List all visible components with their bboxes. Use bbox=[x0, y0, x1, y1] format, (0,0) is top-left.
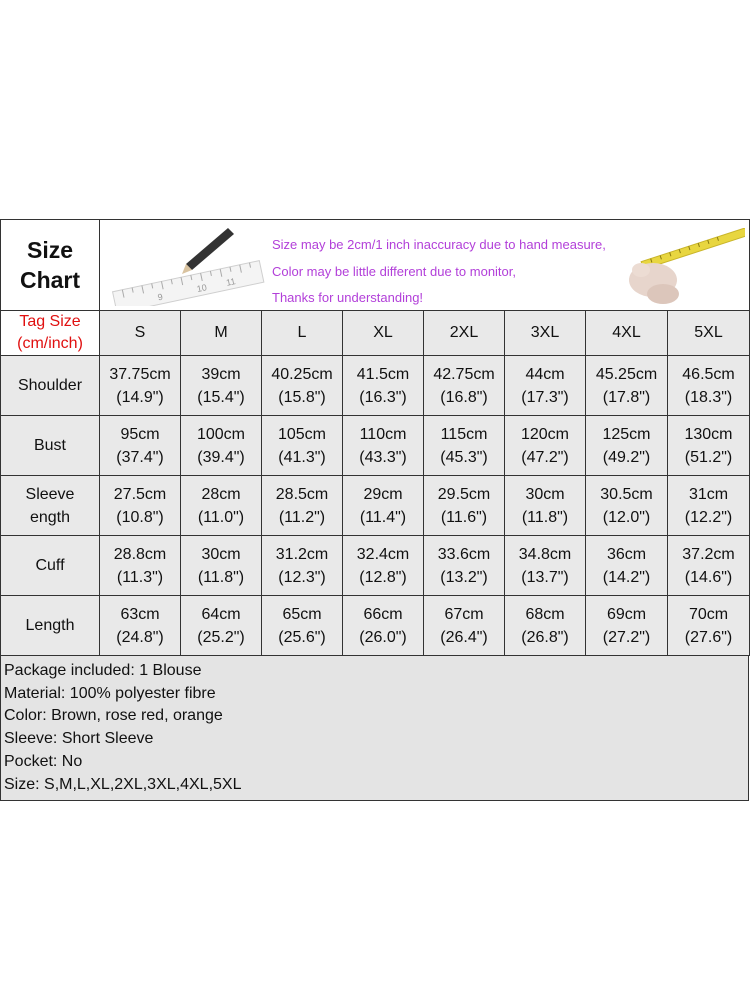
cm-value: 44cm bbox=[525, 365, 565, 383]
info-line: Pocket: No bbox=[4, 752, 83, 770]
cm-value: 30.5cm bbox=[600, 485, 653, 503]
cm-value: 100cm bbox=[196, 425, 246, 443]
measurement-cell bbox=[100, 356, 181, 416]
note-line: Color may be little different due to monitor, bbox=[272, 263, 516, 279]
inch-value: (11.2") bbox=[278, 508, 326, 526]
size-header: XL bbox=[343, 311, 424, 356]
inch-value: (26.0") bbox=[359, 628, 407, 646]
measurement-cell bbox=[668, 356, 750, 416]
cm-value: 69cm bbox=[606, 605, 647, 623]
product-info bbox=[0, 656, 749, 801]
measurement-cell bbox=[668, 596, 750, 656]
measurement-cell bbox=[505, 356, 586, 416]
cm-value: 105cm bbox=[277, 425, 327, 443]
row-label bbox=[1, 416, 100, 476]
inch-value: (15.8") bbox=[278, 388, 326, 406]
row-label bbox=[1, 596, 100, 656]
inch-value: (26.8") bbox=[521, 628, 569, 646]
row-label-line: Cuff bbox=[35, 557, 65, 574]
row-label bbox=[1, 476, 100, 536]
inch-value: (51.2") bbox=[684, 448, 733, 466]
tag-size-header bbox=[1, 311, 100, 356]
cm-value: 41.5cm bbox=[356, 365, 410, 383]
measurement-cell bbox=[343, 416, 424, 476]
measurement-cell bbox=[100, 596, 181, 656]
cm-value: 95cm bbox=[120, 425, 160, 443]
tag-size-line-1: Tag Size bbox=[19, 313, 81, 330]
cm-value: 39cm bbox=[201, 365, 241, 383]
size-header: 5XL bbox=[668, 311, 750, 356]
inch-value: (12.8") bbox=[359, 568, 407, 586]
inch-value: (14.9") bbox=[116, 388, 164, 406]
measurement-cell bbox=[668, 416, 750, 476]
inch-value: (11.4") bbox=[359, 508, 407, 526]
cm-value: 130cm bbox=[684, 425, 733, 443]
measurement-cell bbox=[181, 596, 262, 656]
info-line: Size: S,M,L,XL,2XL,3XL,4XL,5XL bbox=[4, 775, 242, 793]
measurement-cell bbox=[505, 476, 586, 536]
measurement-cell bbox=[100, 416, 181, 476]
measurement-cell bbox=[343, 536, 424, 596]
note-line: Size may be 2cm/1 inch inaccuracy due to hand measure, bbox=[272, 237, 606, 252]
inch-value: (11.8") bbox=[521, 508, 569, 526]
inch-value: (14.2") bbox=[602, 568, 651, 586]
measurement-cell bbox=[262, 476, 343, 536]
inch-value: (25.6") bbox=[278, 628, 326, 646]
measurement-cell bbox=[181, 416, 262, 476]
cm-value: 40.25cm bbox=[271, 365, 333, 383]
cm-value: 46.5cm bbox=[682, 365, 735, 383]
size-header: S bbox=[100, 311, 181, 356]
measurement-cell bbox=[424, 476, 505, 536]
cm-value: 33.6cm bbox=[437, 545, 491, 563]
measurement-cell bbox=[505, 596, 586, 656]
measurement-cell bbox=[424, 596, 505, 656]
cm-value: 29.5cm bbox=[437, 485, 491, 503]
chart-title bbox=[1, 220, 100, 311]
measurement-cell bbox=[262, 416, 343, 476]
cm-value: 110cm bbox=[359, 425, 407, 443]
inch-value: (10.8") bbox=[116, 508, 164, 526]
inch-value: (12.2") bbox=[684, 508, 733, 526]
ruler-number: 9 bbox=[156, 291, 164, 303]
cm-value: 120cm bbox=[520, 425, 570, 443]
measurement-cell bbox=[181, 356, 262, 416]
row-label-line: Bust bbox=[33, 437, 66, 454]
inch-value: (49.2") bbox=[602, 448, 651, 466]
cm-value: 32.4cm bbox=[356, 545, 410, 563]
sizes-row bbox=[1, 311, 750, 356]
measurement-cell bbox=[586, 356, 668, 416]
hand-tape-measure-icon bbox=[615, 228, 745, 306]
ruler-number: 10 bbox=[195, 282, 208, 295]
table-row bbox=[1, 356, 750, 416]
row-label-line: Shoulder bbox=[17, 377, 83, 394]
measurement-cell bbox=[262, 596, 343, 656]
ruler-number: 11 bbox=[225, 276, 237, 288]
inch-value: (41.3") bbox=[278, 448, 326, 466]
cm-value: 70cm bbox=[688, 605, 729, 623]
title-line-1: Size bbox=[26, 237, 74, 263]
size-header: 3XL bbox=[505, 311, 586, 356]
measurement-cell bbox=[262, 356, 343, 416]
inch-value: (26.4") bbox=[440, 628, 488, 646]
info-line: Material: 100% polyester fibre bbox=[4, 684, 216, 702]
cm-value: 42.75cm bbox=[433, 365, 495, 383]
tag-size-line-2: (cm/inch) bbox=[17, 335, 83, 352]
measurement-cell bbox=[668, 536, 750, 596]
cm-value: 31.2cm bbox=[275, 545, 329, 563]
inch-value: (16.3") bbox=[359, 388, 407, 406]
cm-value: 68cm bbox=[525, 605, 565, 623]
info-line: Package included: 1 Blouse bbox=[4, 662, 202, 679]
cm-value: 31cm bbox=[688, 485, 729, 503]
size-table bbox=[0, 219, 750, 656]
table-row bbox=[1, 416, 750, 476]
top-whitespace bbox=[0, 0, 750, 219]
measurement-cell bbox=[586, 536, 668, 596]
inch-value: (17.3") bbox=[521, 388, 569, 406]
row-label-line: Length bbox=[25, 617, 75, 634]
cm-value: 28.5cm bbox=[275, 485, 329, 503]
cm-value: 63cm bbox=[120, 605, 160, 623]
size-header: M bbox=[181, 311, 262, 356]
table-row bbox=[1, 596, 750, 656]
measurement-cell bbox=[424, 416, 505, 476]
inch-value: (13.2") bbox=[440, 568, 488, 586]
pencil-ruler-icon bbox=[108, 226, 268, 306]
measurement-cell bbox=[100, 536, 181, 596]
measurement-cell bbox=[424, 536, 505, 596]
info-line: Sleeve: Short Sleeve bbox=[4, 730, 154, 748]
cm-value: 67cm bbox=[444, 605, 484, 623]
cm-value: 115cm bbox=[440, 425, 488, 443]
size-header: 4XL bbox=[586, 311, 668, 356]
cm-value: 30cm bbox=[525, 485, 565, 503]
cm-value: 30cm bbox=[201, 545, 241, 563]
measurement-cell bbox=[181, 476, 262, 536]
inch-value: (39.4") bbox=[197, 448, 245, 466]
measurement-cell bbox=[586, 416, 668, 476]
info-line: Color: Brown, rose red, orange bbox=[4, 707, 223, 725]
measurement-cell bbox=[100, 476, 181, 536]
cm-value: 64cm bbox=[201, 605, 241, 623]
row-label bbox=[1, 356, 100, 416]
measurement-cell bbox=[424, 356, 505, 416]
table-row bbox=[1, 536, 750, 596]
measurement-cell bbox=[668, 476, 750, 536]
cm-value: 34.8cm bbox=[518, 545, 572, 563]
inch-value: (47.2") bbox=[521, 448, 569, 466]
inch-value: (11.0") bbox=[197, 508, 245, 526]
inch-value: (11.8") bbox=[197, 568, 245, 586]
row-label-line: Sleeve bbox=[25, 485, 75, 503]
measurement-cell bbox=[181, 536, 262, 596]
inch-value: (18.3") bbox=[684, 388, 733, 406]
inch-value: (12.0") bbox=[602, 508, 651, 526]
cm-value: 36cm bbox=[606, 545, 647, 563]
cm-value: 28.8cm bbox=[113, 545, 167, 563]
measurement-cell bbox=[505, 536, 586, 596]
inch-value: (17.8") bbox=[602, 388, 651, 406]
measurement-cell bbox=[262, 536, 343, 596]
cm-value: 27.5cm bbox=[113, 485, 167, 503]
header-row bbox=[1, 220, 750, 311]
size-header: L bbox=[262, 311, 343, 356]
cm-value: 28cm bbox=[201, 485, 241, 503]
notice-banner bbox=[100, 220, 750, 311]
inch-value: (27.2") bbox=[602, 628, 651, 646]
cm-value: 29cm bbox=[363, 485, 403, 503]
cm-value: 37.2cm bbox=[682, 545, 735, 563]
measurement-cell bbox=[343, 596, 424, 656]
cm-value: 45.25cm bbox=[595, 365, 658, 383]
inch-value: (16.8") bbox=[440, 388, 488, 406]
measurement-cell bbox=[343, 356, 424, 416]
inch-value: (15.4") bbox=[197, 388, 245, 406]
table-row bbox=[1, 476, 750, 536]
inch-value: (27.6") bbox=[684, 628, 733, 646]
measurement-rows bbox=[1, 356, 750, 656]
measurement-cell bbox=[343, 476, 424, 536]
cm-value: 65cm bbox=[282, 605, 322, 623]
inch-value: (45.3") bbox=[440, 448, 488, 466]
note-line: Thanks for understanding! bbox=[272, 290, 424, 305]
inch-value: (12.3") bbox=[278, 568, 326, 586]
measurement-cell bbox=[586, 476, 668, 536]
size-header: 2XL bbox=[424, 311, 505, 356]
title-line-2: Chart bbox=[19, 267, 81, 293]
inch-value: (25.2") bbox=[197, 628, 245, 646]
row-label-line: ength bbox=[29, 508, 71, 526]
inch-value: (37.4") bbox=[116, 448, 164, 466]
inch-value: (11.3") bbox=[116, 568, 164, 586]
inch-value: (24.8") bbox=[116, 628, 164, 646]
banner-notes bbox=[272, 232, 606, 311]
measurement-cell bbox=[505, 416, 586, 476]
measurement-cell bbox=[586, 596, 668, 656]
inch-value: (43.3") bbox=[359, 448, 407, 466]
inch-value: (11.6") bbox=[440, 508, 488, 526]
cm-value: 125cm bbox=[602, 425, 651, 443]
size-chart bbox=[0, 219, 749, 801]
cm-value: 37.75cm bbox=[109, 365, 171, 383]
inch-value: (14.6") bbox=[684, 568, 733, 586]
cm-value: 66cm bbox=[363, 605, 403, 623]
inch-value: (13.7") bbox=[521, 568, 569, 586]
row-label bbox=[1, 536, 100, 596]
